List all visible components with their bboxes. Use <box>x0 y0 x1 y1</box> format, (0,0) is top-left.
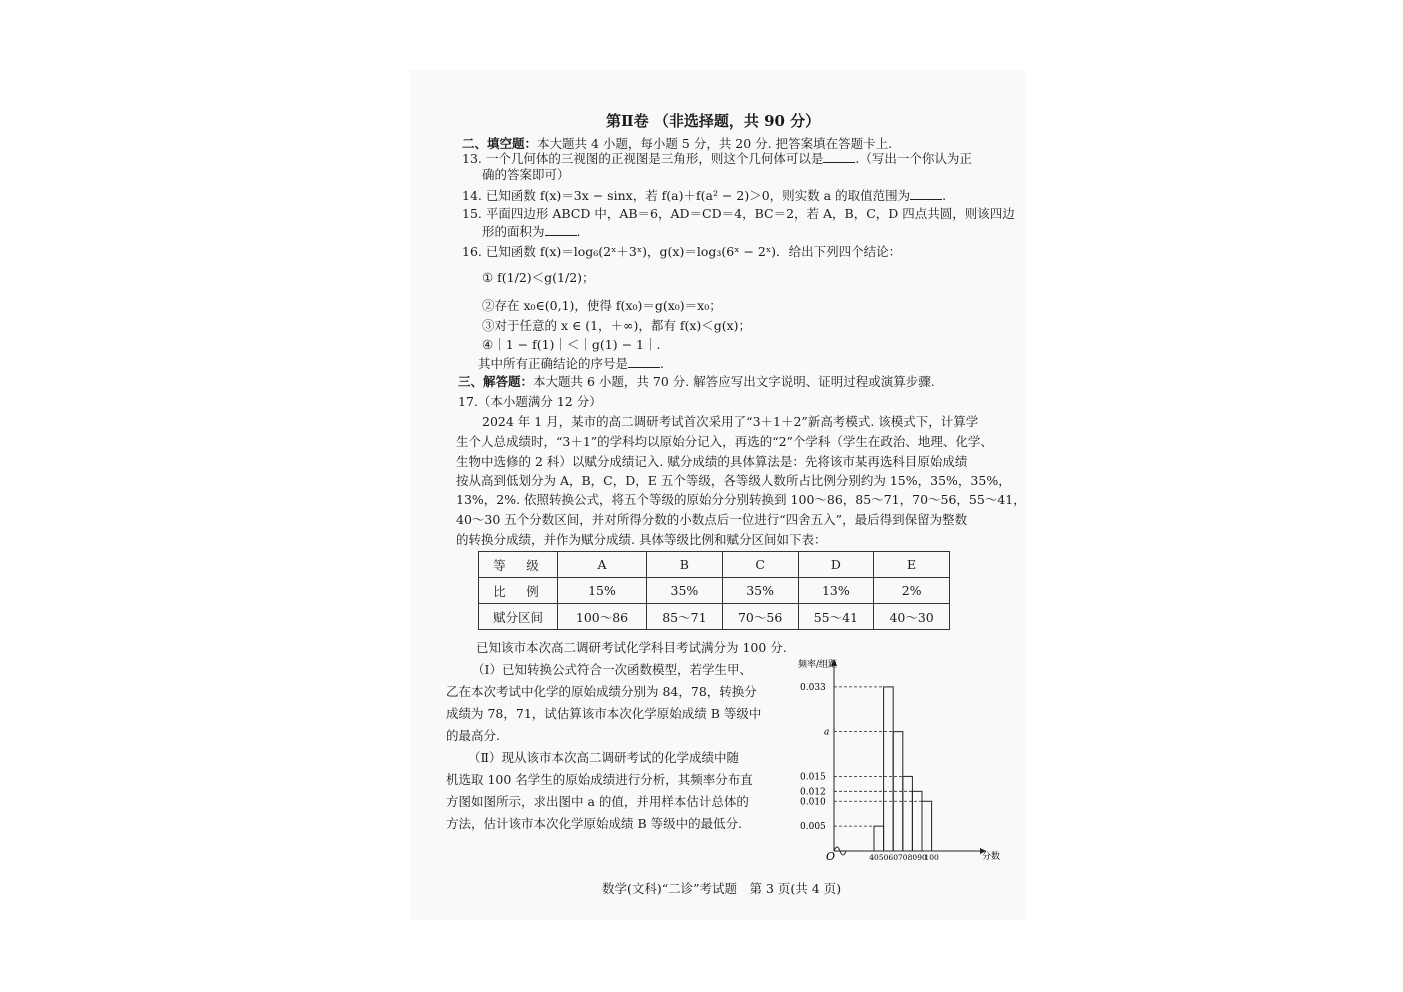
histogram-bar <box>903 776 913 851</box>
table-cell: A <box>558 552 647 578</box>
table-cell: 40～30 <box>874 604 950 630</box>
x-tick-label: 90 <box>917 853 927 862</box>
q17-part2-line2: 机选取 100 名学生的原始成绩进行分析，其频率分布直 <box>446 772 753 787</box>
table-cell: 35% <box>647 578 723 604</box>
x-tick-label: 60 <box>888 853 898 862</box>
q14 <box>462 188 946 203</box>
histogram-bar <box>874 826 884 851</box>
q17-para-line4: 按从高到低划分为 A，B，C，D，E 五个等级，各等级人数所占比例分别约为 15%，35%，35%， <box>456 473 1011 488</box>
section3-intro: 本大题共 6 小题，共 70 分. 解答应写出文字说明、证明过程或演算步骤. <box>533 374 935 389</box>
x-tick-label: 50 <box>878 853 889 862</box>
table-cell: 70～56 <box>722 604 798 630</box>
q13-text: 13. 一个几何体的三视图的正视图是三角形，则这个几何体可以是 <box>462 151 824 166</box>
page-footer: 数学(文科)“二诊”考试题 第 3 页(共 4 页) <box>602 881 842 896</box>
y-tick-label: 0.012 <box>800 787 826 798</box>
histogram-bar <box>922 801 932 851</box>
q17-part1-line2: 乙在本次考试中化学的原始成绩分别为 84，78，转换分 <box>446 684 757 699</box>
table-cell: 85～71 <box>647 604 723 630</box>
answer-blank <box>910 189 942 200</box>
q13-text-b: .（写出一个你认为正 <box>855 151 972 166</box>
q17-part1-line3: 成绩为 78，71，试估算该市本次化学原始成绩 B 等级中 <box>446 706 762 721</box>
frequency-histogram <box>790 655 1005 865</box>
q17-part1-line4: 的最高分. <box>446 728 500 743</box>
q16-conclusion-4: ④｜1 − f(1)｜＜｜g(1) − 1｜. <box>482 337 661 352</box>
q17-para-line5: 13%，2%. 依照转换公式，将五个等级的原始分分别转换到 100～86，85～71，70～56，55～41， <box>456 492 1026 507</box>
answer-blank <box>545 225 577 236</box>
q17-para-line2: 生个人总成绩时，“3＋1”的学科均以原始分记入，再选的“2”个学科（学生在政治、地理、化学、 <box>456 434 993 449</box>
q16-conclusion-1: ① f(1/2)＜g(1/2)； <box>482 270 595 285</box>
q17-para-line7: 的转换分成绩，并作为赋分成绩. 具体等级比例和赋分区间如下表： <box>456 532 827 547</box>
y-tick-label: 0.005 <box>800 822 826 833</box>
section2-heading-line <box>462 136 892 151</box>
section3-heading-line <box>458 374 935 389</box>
q17-part2-line3: 方图如图所示，求出图中 a 的值，并用样本估计总体的 <box>446 794 749 809</box>
q14-end: . <box>942 188 947 203</box>
x-tick-label: 80 <box>907 853 918 862</box>
q16-conclusion-2: ②存在 x₀∈(0,1)，使得 f(x₀)＝g(x₀)＝x₀； <box>482 298 722 313</box>
section3-heading: 三、解答题： <box>458 374 534 389</box>
table-cell: 比 例 <box>479 578 558 604</box>
table-cell: B <box>647 552 723 578</box>
y-axis-label: 频率/组距 <box>798 660 838 670</box>
table-cell: 100～86 <box>558 604 647 630</box>
x-axis-label: 分数 <box>982 852 1001 862</box>
q17-para-line6: 40～30 五个分数区间，并对所得分数的小数点后一位进行“四舍五入”，最后得到保留为整数 <box>456 512 968 527</box>
origin-label: O <box>826 850 836 863</box>
answer-blank <box>823 152 855 163</box>
table-cell: 13% <box>798 578 874 604</box>
table-cell: 35% <box>722 578 798 604</box>
table-cell: 55～41 <box>798 604 874 630</box>
q15-line2 <box>482 224 581 239</box>
q17-para-line1: 2024 年 1 月，某市的高二调研考试首次采用了“3＋1＋2”新高考模式. 该模式下，计算学 <box>482 414 979 429</box>
section2-heading: 二、填空题： <box>462 136 538 151</box>
histogram-bar <box>912 791 922 851</box>
q13-line2: 确的答案即可） <box>482 167 570 182</box>
q17-part1-line1: （Ⅰ）已知转换公式符合一次函数模型，若学生甲、 <box>472 662 752 677</box>
y-tick-label: a <box>824 727 830 738</box>
table-cell: C <box>722 552 798 578</box>
section2-intro: 本大题共 4 小题，每小题 5 分，共 20 分. 把答案填在答题卡上. <box>537 136 893 151</box>
x-tick-label: 100 <box>924 853 939 862</box>
table-cell: D <box>798 552 874 578</box>
y-tick-label: 0.033 <box>800 682 826 693</box>
grade-table <box>478 551 950 630</box>
q15-line1: 15. 平面四边形 ABCD 中，AB＝6，AD＝CD＝4，BC＝2，若 A，B，C，D 四点共圆，则该四边 <box>462 206 1015 221</box>
table-row <box>479 604 950 630</box>
q17-part2-line1: （Ⅱ）现从该市本次高二调研考试的化学成绩中随 <box>468 750 739 765</box>
table-row <box>479 578 950 604</box>
q16-ask-text: 其中所有正确结论的序号是 <box>478 356 629 371</box>
q16-ask <box>478 356 664 371</box>
q15-text: 形的面积为 <box>482 224 545 239</box>
q13-line1 <box>462 151 972 166</box>
x-tick-label: 70 <box>898 853 908 862</box>
table-row <box>479 552 950 578</box>
q15-end: . <box>576 224 581 239</box>
histogram-bar <box>884 687 894 851</box>
x-tick-label: 40 <box>869 853 879 862</box>
q16-intro: 16. 已知函数 f(x)＝log₆(2ˣ＋3ˣ)，g(x)＝log₃(6ˣ − 2ˣ)．给出下列四个结论： <box>462 244 902 259</box>
q17-para-line3: 生物中选修的 2 科）以赋分成绩记入. 赋分成绩的具体算法是：先将该市某再选科目原始成绩 <box>456 454 968 469</box>
q16-end: . <box>660 356 664 371</box>
table-cell: 等 级 <box>479 552 558 578</box>
answer-blank <box>628 357 660 368</box>
table-cell: 2% <box>874 578 950 604</box>
q17-part2-line4: 方法，估计该市本次化学原始成绩 B 等级中的最低分. <box>446 816 743 831</box>
table-cell: E <box>874 552 950 578</box>
table-cell: 赋分区间 <box>479 604 558 630</box>
q14-text: 14. 已知函数 f(x)＝3x − sinx，若 f(a)＋f(a² − 2)＞0，则实数 a 的取值范围为 <box>462 188 911 203</box>
y-tick-label: 0.010 <box>800 797 826 808</box>
q17-after-table: 已知该市本次高二调研考试化学科目考试满分为 100 分. <box>476 640 787 655</box>
y-tick-label: 0.015 <box>800 772 826 783</box>
q16-conclusion-3: ③对于任意的 x ∈ (1，＋∞)，都有 f(x)＜g(x)； <box>482 318 752 333</box>
page-title: 第Ⅱ卷 （非选择题，共 90 分） <box>606 112 821 130</box>
q17-label: 17.（本小题满分 12 分） <box>458 394 602 409</box>
table-cell: 15% <box>558 578 647 604</box>
